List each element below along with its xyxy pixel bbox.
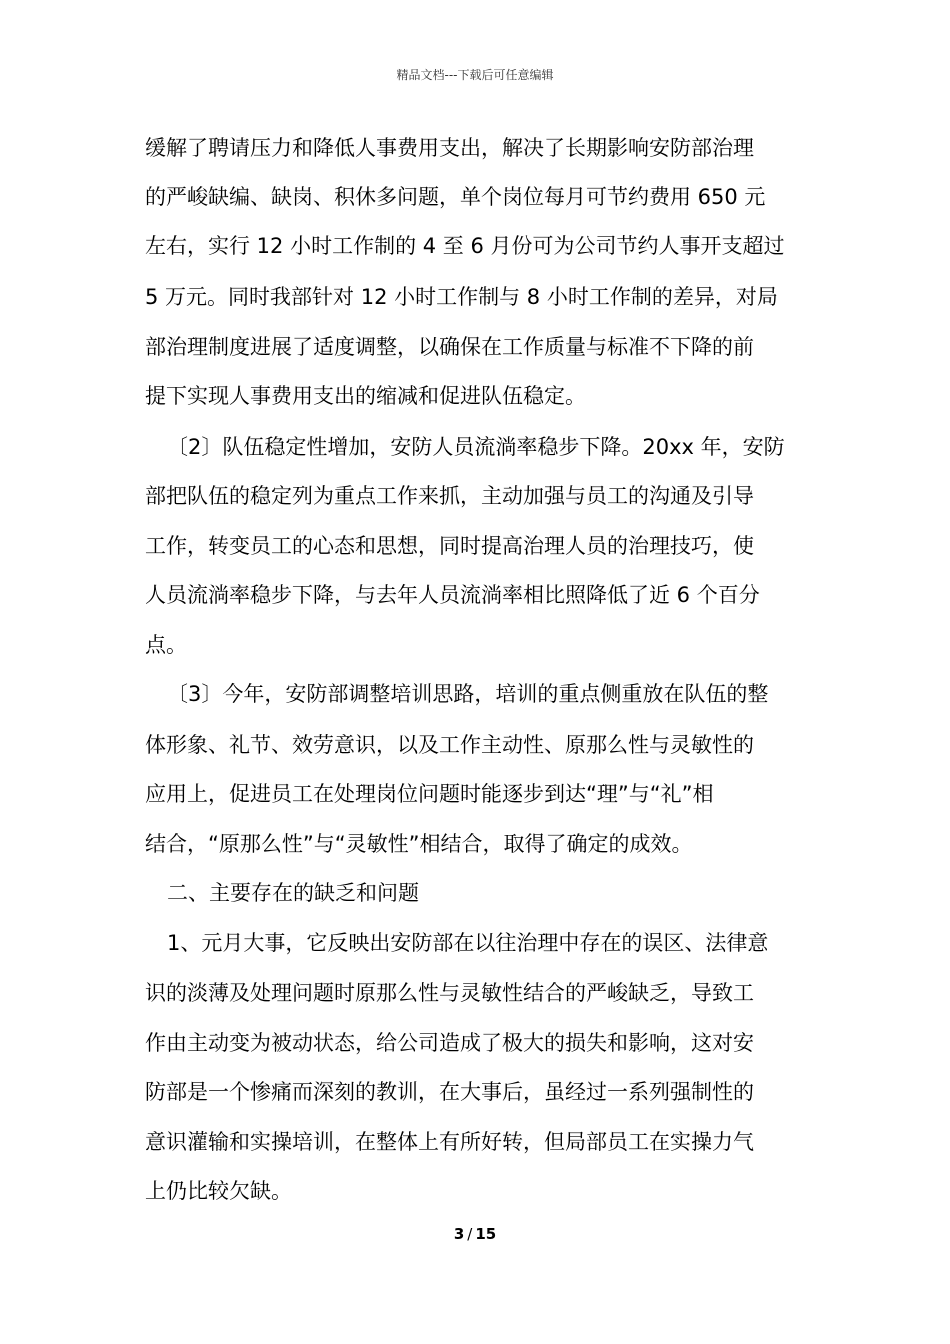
body-line: 5 万元。同时我部针对 12 小时工作制与 8 小时工作制的差异，对局 (145, 285, 778, 309)
body-line: 缓解了聘请压力和降低人事费用支出，解决了长期影响安防部治理 (145, 136, 754, 160)
body-line: 点。 (145, 633, 187, 657)
total-pages: 15 (475, 1225, 497, 1243)
body-line: 左右，实行 12 小时工作制的 4 至 6 月份可为公司节约人事开支超过 (145, 234, 785, 258)
body-line: 识的淡薄及处理问题时原那么性与灵敏性结合的严峻缺乏，导致工 (145, 981, 754, 1005)
body-line: 部治理制度进展了适度调整，以确保在工作质量与标准不下降的前 (145, 335, 754, 359)
body-line: 防部是一个惨痛而深刻的教训，在大事后，虽经过一系列强制性的 (145, 1080, 754, 1104)
body-line: 工作，转变员工的心态和思想，同时提高治理人员的治理技巧，使 (145, 534, 754, 558)
body-line: 体形象、礼节、效劳意识，以及工作主动性、原那么性与灵敏性的 (145, 733, 754, 757)
page-header: 精品文档---下载后可任意编辑 (396, 68, 554, 82)
body-line: 上仍比较欠缺。 (145, 1179, 292, 1203)
body-line: 意识灌输和实操培训，在整体上有所好转，但局部员工在实操力气 (145, 1130, 754, 1154)
body-line: 〔2〕队伍稳定性增加，安防人员流淌率稳步下降。20xx 年，安防 (167, 435, 785, 459)
body-line: 应用上，促进员工在处理岗位问题时能逐步到达“理”与“礼”相 (145, 782, 714, 806)
body-line: 部把队伍的稳定列为重点工作来抓，主动加强与员工的沟通及引导 (145, 484, 754, 508)
page-number (0, 1224, 950, 1244)
section-heading: 二、主要存在的缺乏和问题 (167, 881, 419, 905)
body-line: 1、元月大事，它反映出安防部在以往治理中存在的误区、法律意 (167, 931, 769, 955)
body-line: 人员流淌率稳步下降，与去年人员流淌率相比照降低了近 6 个百分 (145, 583, 760, 607)
body-line: 的严峻缺编、缺岗、积休多问题，单个岗位每月可节约费用 650 元 (145, 185, 766, 209)
body-line: 结合，“原那么性”与“灵敏性”相结合，取得了确定的成效。 (145, 832, 693, 856)
page-separator: / (467, 1225, 473, 1243)
body-line: 〔3〕今年，安防部调整培训思路，培训的重点侧重放在队伍的整 (167, 682, 769, 706)
current-page: 3 (453, 1225, 465, 1243)
body-line: 作由主动变为被动状态，给公司造成了极大的损失和影响，这对安 (145, 1031, 754, 1055)
body-line: 提下实现人事费用支出的缩减和促进队伍稳定。 (145, 384, 586, 408)
